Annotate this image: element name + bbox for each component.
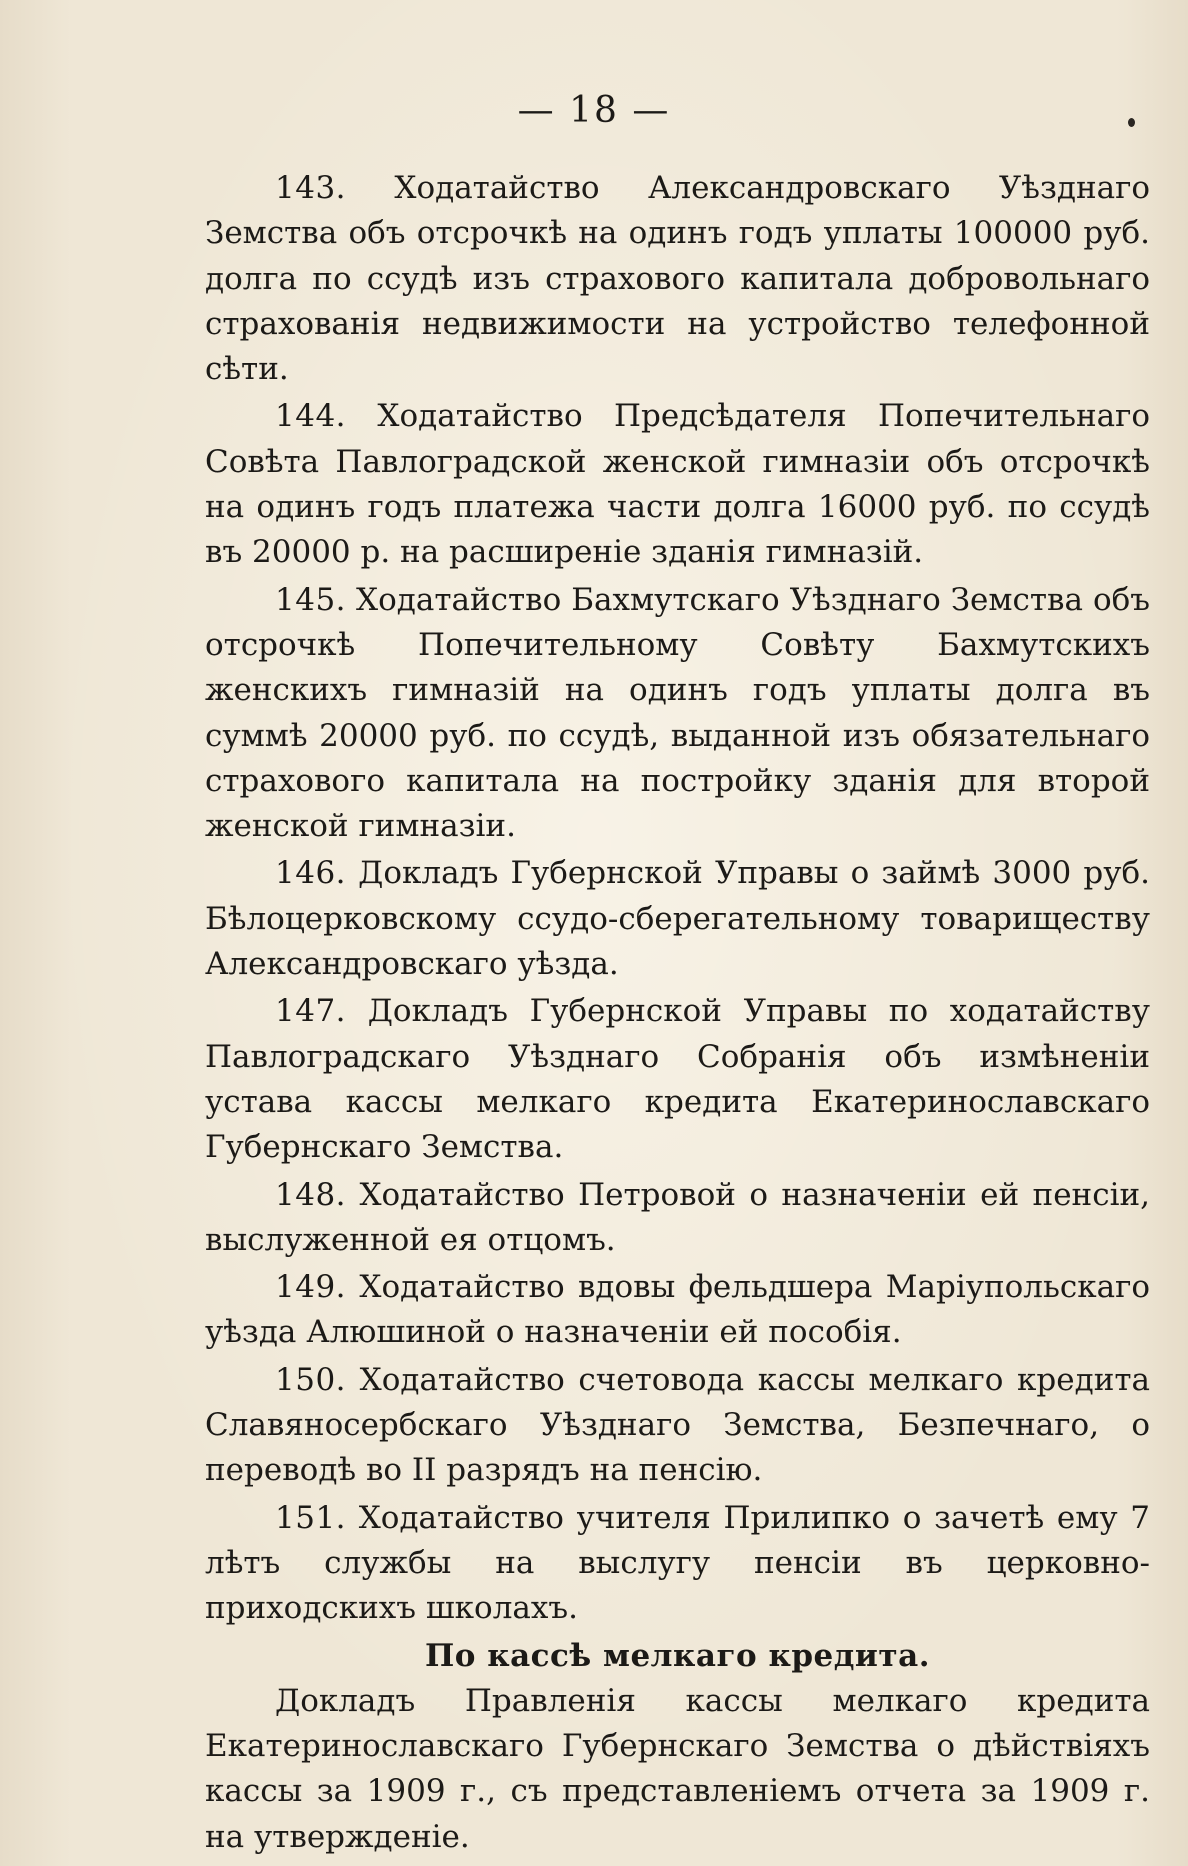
item-text: Ходатайство Бахмутскаго Уѣзднаго Земства объ отсрочкѣ Попечительному Совѣту Бахмутскихъ женскихъ гимназій на одинъ годъ уплаты долга въ суммѣ 20000 руб. по ссудѣ, выданной изъ обязательнаго страхового капитала на постройку зданія для второй женской гимназіи. xyxy=(205,581,1151,845)
agenda-item-148 xyxy=(205,1173,1150,1264)
agenda-item-143 xyxy=(205,166,1150,392)
item-number: 150. xyxy=(275,1361,347,1398)
item-number: 147. xyxy=(275,993,347,1030)
item-number: 148. xyxy=(275,1176,347,1213)
agenda-item-144 xyxy=(205,394,1150,575)
agenda-item-151 xyxy=(205,1496,1150,1632)
item-text: Ходатайство Предсѣдателя Попечительнаго Совѣта Павлоградской женской гимназіи объ отсрочкѣ на одинъ годъ платежа части долга 16000 руб. по ссудѣ въ 20000 р. на расширеніе зданія гимназій. xyxy=(205,398,1150,571)
agenda-item-147 xyxy=(205,989,1150,1170)
page-number: — 18 — xyxy=(517,90,671,131)
ink-speck xyxy=(1128,118,1135,127)
item-number: 144. xyxy=(275,398,347,435)
item-text: Ходатайство Александровскаго Уѣзднаго Земства объ отсрочкѣ на одинъ годъ уплаты 100000 руб. долга по ссудѣ изъ страхового капитала добровольнаго страхованія недвижимости на устройство телефонной сѣти. xyxy=(205,170,1150,388)
item-text: Ходатайство вдовы фельдшера Маріупольскаго уѣзда Алюшиной о назначеніи ей пособія. xyxy=(205,1269,1150,1351)
item-number: 143. xyxy=(275,170,347,206)
section-paragraph: Докладъ Правленія кассы мелкаго кредита Екатеринославскаго Губернскаго Земства о дѣйствіяхъ кассы за 1909 г., съ представленіемъ отчета за 1909 г. на утвержденіе. xyxy=(205,1682,1150,1855)
item-text: Ходатайство Петровой о назначеніи ей пенсіи, выслуженной ея отцомъ. xyxy=(205,1176,1150,1258)
item-text: Ходатайство счетовода кассы мелкаго кредита Славяносербскаго Уѣзднаго Земства, Безпечнаго, о переводѣ во II разрядъ на пенсію. xyxy=(205,1361,1150,1489)
text-body xyxy=(205,166,1150,1862)
item-number: 146. xyxy=(275,855,347,892)
item-number: 145. xyxy=(275,581,347,618)
item-number: 151. xyxy=(275,1499,347,1536)
agenda-item-149 xyxy=(205,1265,1150,1356)
item-text: Докладъ Губернской Управы по ходатайству Павлоградскаго Уѣзднаго Собранія объ измѣненіи устава кассы мелкаго кредита Екатеринославскаго Губернскаго Земства. xyxy=(205,993,1150,1166)
agenda-item-145 xyxy=(205,578,1150,850)
item-number: 149. xyxy=(275,1269,347,1306)
agenda-item-146 xyxy=(205,851,1150,987)
item-text: Докладъ Губернской Управы о займѣ 3000 руб. Бѣлоцерковскому ссудо-сберегательному товариществу Александровскаго уѣзда. xyxy=(205,855,1150,983)
agenda-item-150 xyxy=(205,1358,1150,1494)
item-text: Ходатайство учителя Прилипко о зачетѣ ему 7 лѣтъ службы на выслугу пенсіи въ церковно-приходскихъ школахъ. xyxy=(205,1499,1150,1627)
section-heading: По кассѣ мелкаго кредита. xyxy=(424,1637,931,1674)
